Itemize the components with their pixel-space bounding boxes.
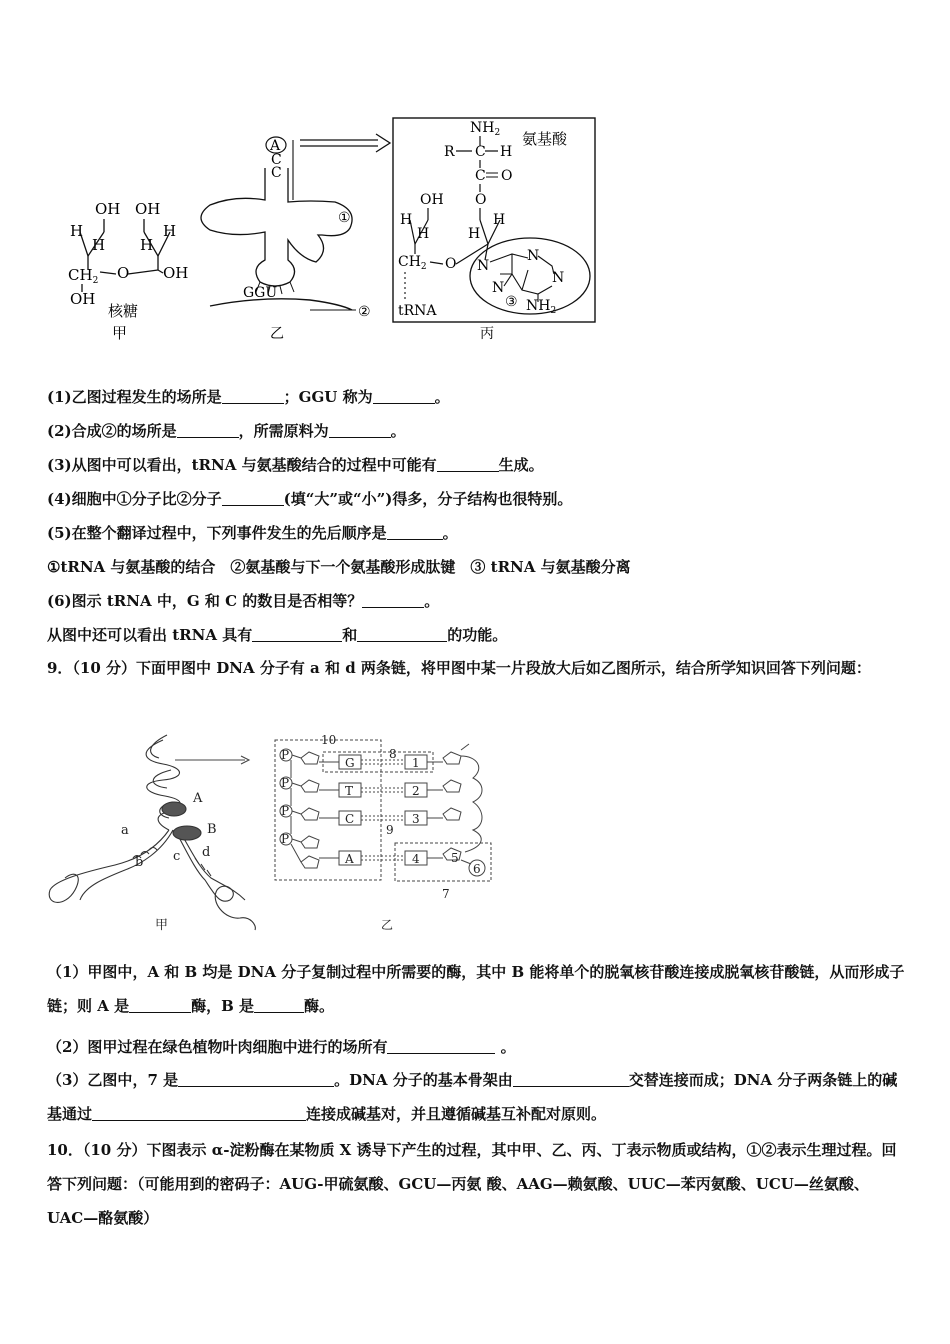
answer-blank[interactable] [373, 389, 435, 404]
label-c: c [173, 849, 181, 864]
bing-h4: H [468, 226, 481, 242]
answer-blank[interactable] [387, 525, 443, 540]
dna-label-10: 10 [321, 733, 337, 747]
bing-n2: N [527, 248, 540, 264]
base-a: A [345, 852, 354, 866]
q10-stem: 10．（10 分）下图表示 α-淀粉酶在某物质 X 诱导下产生的过程，其中甲、乙、丙、丁表示物质或结构，①②表示生理过程。回答下列问题：（可能用到的密码子：AUG-甲硫氨酸、GCU—丙氨 酸、AAG—赖氨酸、UUC—苯丙氨酸、UCU—丝氨酸、UAC—酪氨酸） [47, 1141, 897, 1227]
q9-stem: 9．（10 分）下面甲图中 DNA 分子有 a 和 d 两条链，将甲图中某一片段放大后如乙图所示，结合所学知识回答下列问题： [47, 659, 871, 677]
bing-co-c: C [475, 168, 486, 184]
dna-label-5: 5 [451, 851, 459, 865]
bing-co-o: O [501, 168, 513, 184]
answer-blank[interactable] [437, 457, 499, 472]
yi-a: A [270, 138, 281, 154]
q8-line-2: (2)合成②的场所是 ，所需原料为 。 [47, 422, 406, 440]
base-c: C [345, 812, 355, 826]
jia-h3: H [92, 236, 106, 254]
answer-blank[interactable] [252, 627, 342, 642]
base-3: 3 [412, 812, 420, 826]
jia-o: O [117, 264, 130, 282]
dna-p4: P [281, 832, 290, 846]
answer-blank[interactable] [513, 1072, 629, 1087]
yi-circle2: ② [358, 304, 371, 320]
bing-h3: H [417, 226, 430, 242]
answer-blank[interactable] [357, 627, 447, 642]
jia-label: 甲 [112, 324, 128, 342]
jia-h1: H [70, 222, 84, 240]
label-yi: 乙 [381, 918, 394, 932]
q8-line-7: (6)图示 tRNA 中，G 和 C 的数目是否相等？ 。 [47, 592, 440, 610]
jia-ch2: $CH_2$ [68, 266, 99, 286]
answer-blank[interactable] [222, 389, 284, 404]
bing-h1: H [400, 212, 413, 228]
yi-c1: C [271, 152, 282, 168]
figure-dna-replication [45, 730, 515, 935]
answer-blank[interactable] [387, 1039, 495, 1054]
q8-line-8: 从图中还可以看出 tRNA 具有 和 的功能。 [47, 626, 508, 644]
bing-r: R [444, 144, 455, 160]
bing-label: 丙 [480, 326, 494, 342]
base-2: 2 [412, 784, 420, 798]
base-4: 4 [412, 852, 420, 866]
jia-oh-b: OH [70, 290, 96, 308]
answer-blank[interactable] [92, 1106, 306, 1121]
yi-label: 乙 [270, 326, 284, 342]
jia-oh-tl: OH [95, 200, 121, 218]
label-A: A [193, 791, 203, 806]
q9-part-1: （1）甲图中，A 和 B 均是 DNA 分子复制过程中所需要的酶，其中 B 能将单个的脱氧核苷酸连接成脱氧核苷酸链，从而形成子链；则 A 是 酶，B 是 酶。 [47, 963, 905, 1015]
dna-right-strand [361, 744, 485, 876]
bing-nh2: $NH_2$ [526, 298, 557, 316]
bing-o-link: O [475, 192, 487, 208]
base-1: 1 [412, 756, 420, 770]
q8-line-6: ①tRNA 与氨基酸的结合 ②氨基酸与下一个氨基酸形成肽键 ③ tRNA 与氨基酸分离 [47, 558, 631, 576]
bing-n1: N [477, 258, 490, 274]
bing-amino-acid: 氨基酸 [522, 130, 568, 148]
bing-oh: OH [420, 192, 444, 208]
yi-cloverleaf [201, 168, 352, 286]
answer-blank[interactable] [129, 998, 191, 1013]
jia-name: 核糖 [108, 302, 139, 320]
figure-trna-structures [60, 110, 620, 350]
dna-label-6: 6 [473, 862, 481, 876]
answer-blank[interactable] [178, 1072, 334, 1087]
dna-p2: P [281, 776, 290, 790]
bing-n4: N [492, 280, 505, 296]
yi-c2: C [271, 165, 282, 181]
answer-blank[interactable] [222, 491, 284, 506]
dna-label-7: 7 [442, 887, 450, 901]
bing-n3: N [552, 270, 565, 286]
yi-ggu: GGU [243, 285, 278, 301]
bing-ch2: $CH_2$ [398, 254, 427, 272]
jia-h2: H [163, 222, 177, 240]
dna-label-9: 9 [386, 823, 394, 837]
q8-line-5: (5)在整个翻译过程中，下列事件发生的先后顺序是 。 [47, 524, 458, 542]
dna-label-8: 8 [389, 747, 397, 761]
bing-trna: tRNA [398, 303, 437, 319]
figure-jia-ribose [68, 200, 188, 342]
bing-circle3: ③ [505, 294, 518, 310]
label-jia: 甲 [155, 918, 169, 933]
enzyme-b [173, 826, 201, 840]
bing-c: C [475, 144, 486, 160]
bing-h: H [500, 144, 513, 160]
q9-part-3: （3）乙图中，7 是 。DNA 分子的基本骨架由 交替连接而成；DNA 分子两条链上的碱基通过 连接成碱基对，并且遵循碱基互补配对原则。 [47, 1071, 898, 1123]
jia-h4: H [140, 236, 154, 254]
figure-jia-replication [49, 735, 255, 930]
base-g: G [345, 756, 355, 770]
jia-oh-r: OH [163, 264, 189, 282]
enzyme-a [162, 802, 186, 816]
q8-line-4: (4)细胞中①分子比②分子 (填“大”或“小”)得多，分子结构也很特别。 [47, 490, 573, 508]
label-d: d [202, 845, 211, 860]
answer-blank[interactable] [329, 423, 391, 438]
answer-blank[interactable] [177, 423, 239, 438]
answer-blank[interactable] [362, 593, 424, 608]
bing-h2: H [493, 212, 506, 228]
label-a: a [121, 823, 129, 838]
dna-p3: P [281, 804, 290, 818]
bing-o-ring: O [445, 256, 457, 272]
yi-circle1: ① [338, 210, 351, 226]
bing-nh2-top: $NH_2$ [470, 120, 501, 138]
label-b: b [135, 855, 144, 870]
answer-blank[interactable] [254, 998, 304, 1013]
q9-part-2: （2）图甲过程在绿色植物叶肉细胞中进行的场所有 。 [47, 1038, 516, 1056]
label-B: B [207, 822, 217, 837]
figure-bing-aminoacyl-trna [393, 118, 595, 342]
q8-line-3: (3)从图中可以看出，tRNA 与氨基酸结合的过程中可能有 生成。 [47, 456, 544, 474]
q8-line-1: (1)乙图过程发生的场所是 ；GGU 称为 。 [47, 388, 450, 406]
figure-yi-trna [201, 134, 390, 342]
base-t: T [345, 784, 354, 798]
dna-p1: P [281, 748, 290, 762]
jia-oh-tr: OH [135, 200, 161, 218]
